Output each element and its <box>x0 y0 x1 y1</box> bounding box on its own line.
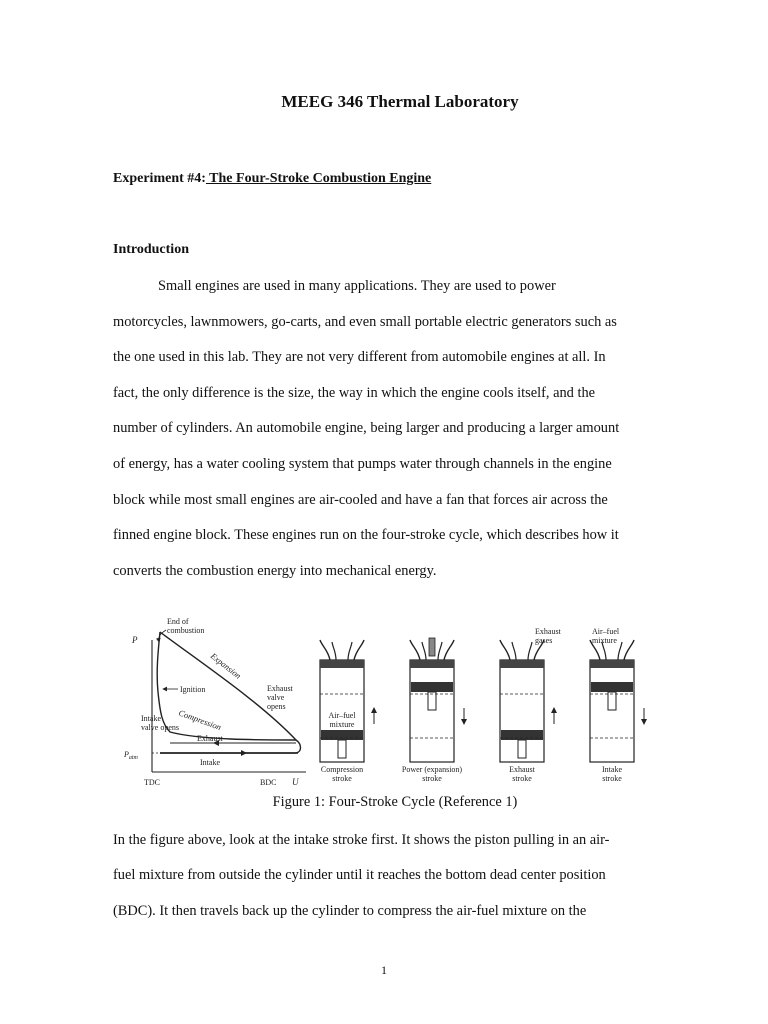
figure-caption: Figure 1: Four-Stroke Cycle (Reference 1) <box>272 794 518 810</box>
valve-stem <box>438 642 442 660</box>
intake-valve-label: Intake valve opens <box>141 714 179 732</box>
spark-plug <box>429 638 435 656</box>
v-axis-label: U <box>292 777 299 787</box>
p-axis-label: P <box>132 635 138 645</box>
cylinder-head <box>410 660 454 668</box>
valve-stem <box>332 642 336 660</box>
piston <box>591 682 633 692</box>
section-heading: Introduction <box>113 242 189 257</box>
experiment-label: Experiment #4: <box>113 171 206 186</box>
exhaust-port <box>624 640 634 660</box>
exhaust-port <box>444 640 454 660</box>
exhaust-valve-label: Exhaust valve opens <box>267 684 293 711</box>
intake-port <box>410 640 420 660</box>
piston <box>411 682 453 692</box>
connecting-rod <box>428 692 436 710</box>
cylinder-head <box>320 660 364 668</box>
connecting-rod <box>608 692 616 710</box>
bdc-label: BDC <box>260 778 277 787</box>
exhaust-label: Exhaust <box>197 734 223 743</box>
intake-port <box>320 640 330 660</box>
pv-diagram <box>123 617 306 787</box>
expansion-label: Expansion <box>208 650 244 681</box>
paragraph-line: Small engines are used in many applications. They are used to power <box>158 278 556 294</box>
paragraph-line: converts the combustion energy into mechanical energy. <box>113 563 437 579</box>
paragraph-line: number of cylinders. An automobile engine, being larger and producing a larger amount <box>113 420 620 436</box>
experiment-heading <box>113 171 431 187</box>
compression-label: Compression <box>177 707 223 733</box>
valve-stem <box>512 642 516 660</box>
experiment-name: The Four-Stroke Combustion Engine <box>205 171 432 186</box>
valve-stem <box>422 642 426 660</box>
connecting-rod <box>338 740 346 758</box>
connecting-rod <box>518 740 526 758</box>
air-fuel-top-label: Air–fuel mixture <box>592 627 620 645</box>
paragraph-line: (BDC). It then travels back up the cylinder to compress the air-fuel mixture on the <box>113 903 587 919</box>
valve-stem <box>348 642 352 660</box>
cylinder-caption: Exhaust stroke <box>509 765 535 783</box>
cylinder-head <box>590 660 634 668</box>
piston <box>501 730 543 740</box>
intake-label: Intake <box>200 758 220 767</box>
paragraph-line: of energy, has a water cooling system that pumps water through channels in the engine <box>113 456 612 472</box>
paragraph-line: block while most small engines are air-cooled and have a fan that forces air across the <box>113 492 608 508</box>
paragraph-line: fact, the only difference is the size, the way in which the engine cools itself, and the <box>113 385 596 401</box>
cylinder-diagrams <box>320 638 644 762</box>
paragraph-line: the one used in this lab. They are not very different from automobile engines at all. In <box>113 349 606 365</box>
cylinder-inner-label: Air–fuel mixture <box>328 711 356 729</box>
intake-port <box>500 640 510 660</box>
cylinder-caption: Compression stroke <box>320 765 364 783</box>
exhaust-port <box>354 640 364 660</box>
document-title: MEEG 346 Thermal Laboratory <box>281 92 519 111</box>
paragraph-line: fuel mixture from outside the cylinder until it reaches the bottom dead center position <box>113 867 606 883</box>
ignition-label: Ignition <box>180 685 206 694</box>
page-number: 1 <box>381 963 387 977</box>
cylinder-head <box>500 660 544 668</box>
cylinder-caption: Power (expansion) stroke <box>401 765 463 783</box>
paragraph-line: motorcycles, lawnmowers, go-carts, and even small portable electric generators such as <box>113 314 617 330</box>
paragraph-line: finned engine block. These engines run on the four-stroke cycle, which describes how it <box>113 527 619 543</box>
cylinder-wall <box>410 660 454 762</box>
piston <box>321 730 363 740</box>
exhaust-gases-label: Exhaust gases <box>535 627 561 645</box>
cylinder-wall <box>590 660 634 762</box>
cylinder-caption: Intake stroke <box>602 765 622 783</box>
paragraph-line: In the figure above, look at the intake stroke first. It shows the piston pulling in an air- <box>113 832 610 848</box>
four-stroke-figure <box>110 612 670 797</box>
valve-stem <box>528 642 532 660</box>
tdc-label: TDC <box>144 778 160 787</box>
end-of-combustion-label: End of combustion <box>167 617 205 635</box>
patm-label: $P_{atm}$ <box>124 750 138 761</box>
valve-stem <box>618 642 622 660</box>
